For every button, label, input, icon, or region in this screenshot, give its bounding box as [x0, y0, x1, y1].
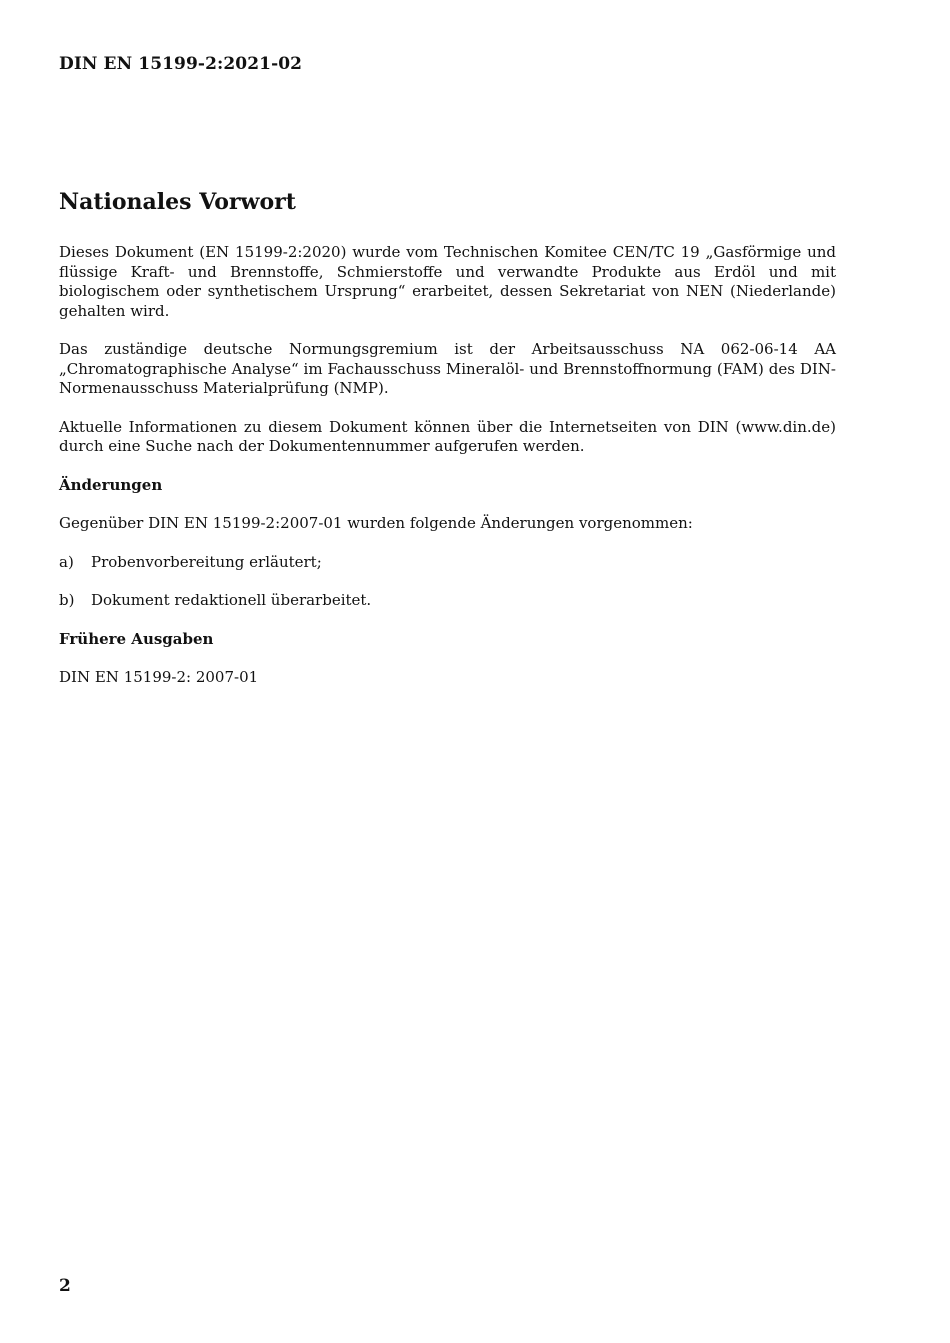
list-item-text: Probenvorbereitung erläutert;	[91, 552, 322, 571]
paragraph-national-body: Das zuständige deutsche Normungsgremium ist der Arbeitsausschuss NA 062-06-14 AA „Chromatographische Analyse“ im Fachausschuss Mineralöl- und Brennstoffnormung (FAM) des DIN-Normenausschuss Materialprüfung (NMP).	[59, 340, 836, 397]
page-content	[59, 186, 836, 707]
paragraph-committee: Dieses Dokument (EN 15199-2:2020) wurde vom Technischen Komitee CEN/TC 19 „Gasförmige und flüssige Kraft- und Brennstoffe, Schmierstoffe und verwandte Produkte aus Erdöl und mit biologischem oder synthetischem Ursprung“ erarbeitet, dessen Sekretariat von NEN (Niederlande) gehalten wird.	[59, 243, 836, 320]
previous-editions-text: DIN EN 15199-2: 2007-01	[59, 668, 259, 686]
changes-heading: Änderungen	[59, 475, 163, 494]
list-item	[59, 591, 836, 611]
list-item	[59, 553, 836, 573]
changes-intro: Gegenüber DIN EN 15199-2:2007-01 wurden folgende Änderungen vorgenommen:	[59, 514, 693, 532]
list-marker: b)	[59, 591, 75, 609]
paragraph-information: Aktuelle Informationen zu diesem Dokument können über die Internetseiten von DIN (www.din.de) durch eine Suche nach der Dokumentennummer aufgerufen werden.	[59, 417, 836, 455]
page-number: 2	[59, 1276, 71, 1296]
document-header: DIN EN 15199-2:2021-02	[59, 54, 303, 74]
list-marker: a)	[59, 552, 74, 571]
list-item-text: Dokument redaktionell überarbeitet.	[91, 591, 372, 609]
previous-editions-heading: Frühere Ausgaben	[59, 629, 214, 648]
section-title: Nationales Vorwort	[59, 189, 296, 215]
